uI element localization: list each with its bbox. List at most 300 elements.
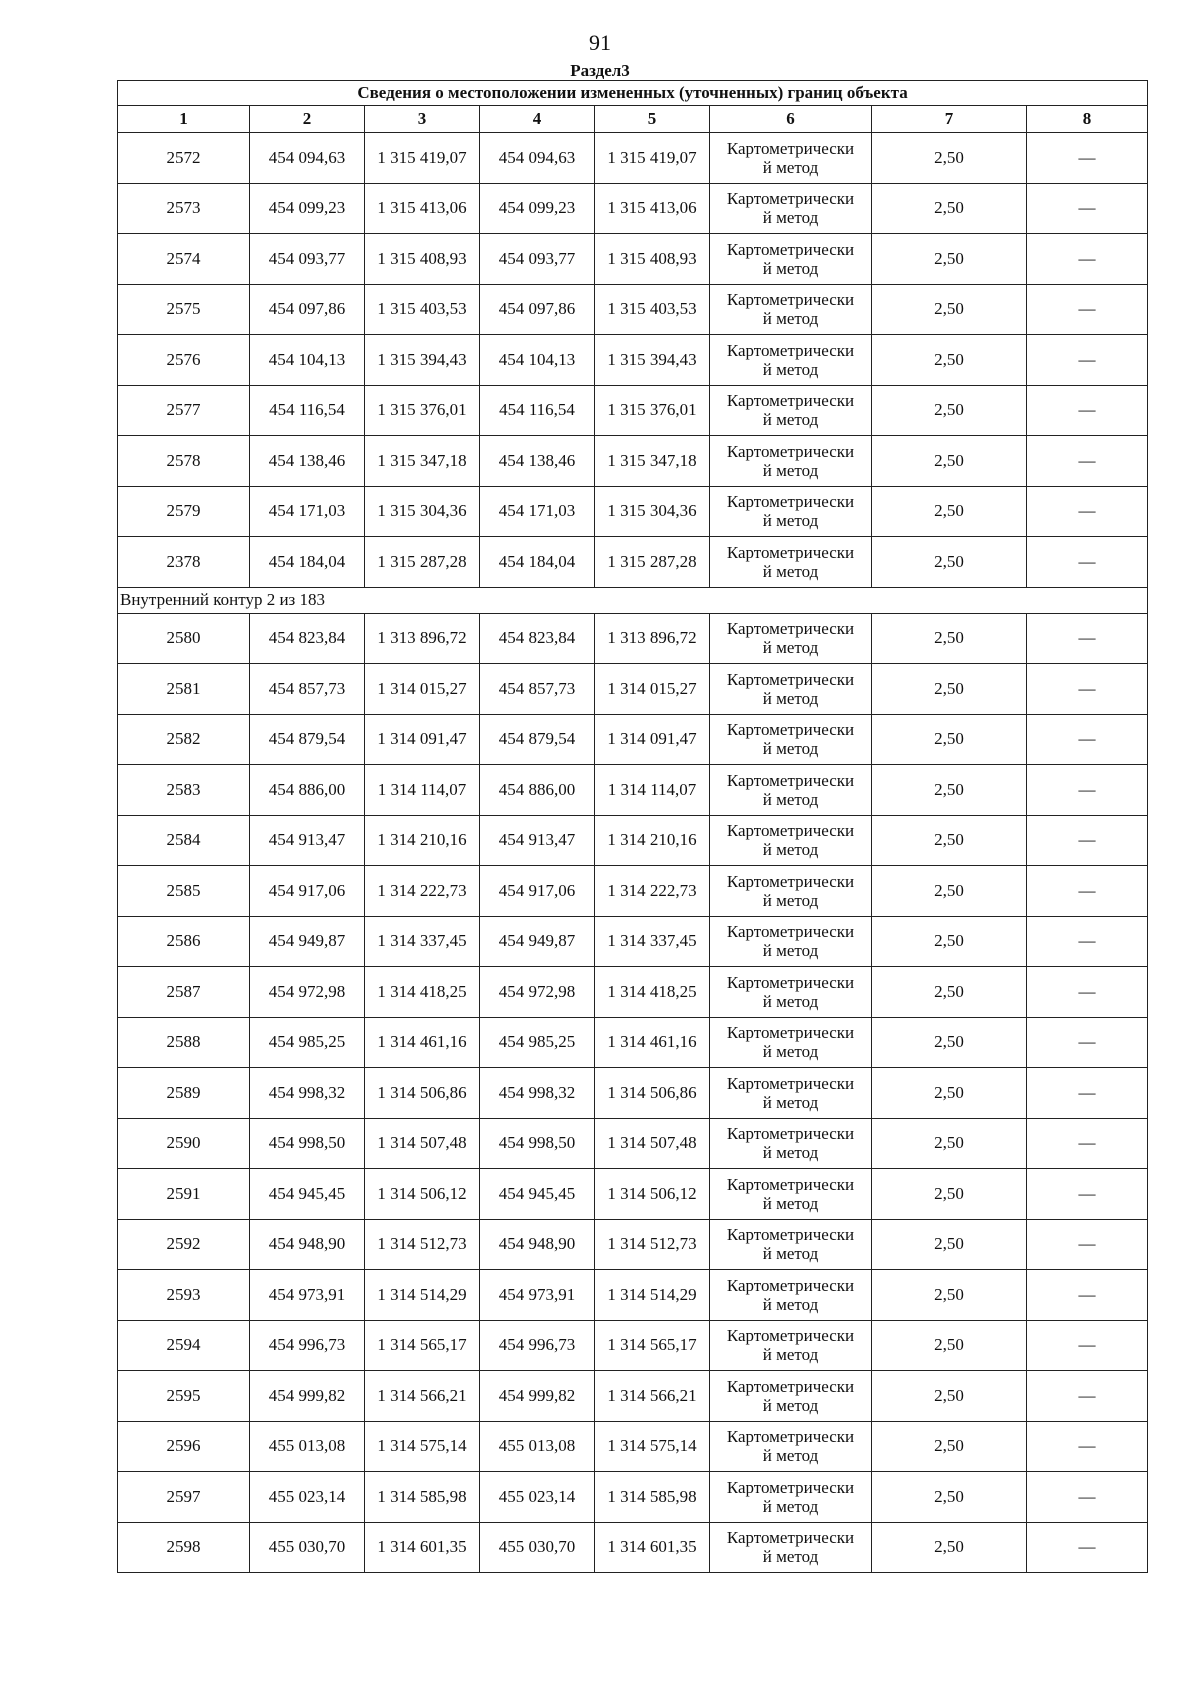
point-number: 2598 (118, 1522, 250, 1573)
precision-cell: 2,50 (872, 714, 1027, 765)
method-cell (710, 765, 872, 816)
precision-cell: 2,50 (872, 1017, 1027, 1068)
method-cell (710, 1371, 872, 1422)
x-coordinate: 454 999,82 (250, 1371, 365, 1422)
method-cell (710, 537, 872, 588)
empty-cell: — (1027, 1068, 1148, 1119)
point-number: 2594 (118, 1320, 250, 1371)
x-coordinate-new: 454 093,77 (480, 234, 595, 285)
method-line: Картометрически (726, 138, 855, 158)
method-line: Картометрически (726, 720, 855, 740)
empty-cell: — (1027, 335, 1148, 386)
method-line: й метод (762, 1547, 819, 1567)
empty-cell: — (1027, 1118, 1148, 1169)
x-coordinate-new: 454 094,63 (480, 133, 595, 184)
method-cell (710, 714, 872, 765)
column-number: 7 (872, 106, 1027, 133)
method-line: Картометрически (726, 1275, 855, 1295)
method-line: Картометрически (726, 871, 855, 891)
y-coordinate: 1 315 376,01 (365, 385, 480, 436)
y-coordinate: 1 314 514,29 (365, 1270, 480, 1321)
x-coordinate-new: 454 999,82 (480, 1371, 595, 1422)
y-coordinate: 1 314 337,45 (365, 916, 480, 967)
method-line: Картометрически (726, 1477, 855, 1497)
y-coordinate-new: 1 314 506,86 (595, 1068, 710, 1119)
table-row (118, 664, 1148, 715)
y-coordinate: 1 314 506,86 (365, 1068, 480, 1119)
method-line: й метод (762, 460, 819, 480)
precision-cell: 2,50 (872, 486, 1027, 537)
method-line: Картометрически (726, 492, 855, 512)
method-line: й метод (762, 157, 819, 177)
table-row (118, 815, 1148, 866)
point-number: 2586 (118, 916, 250, 967)
precision-cell: 2,50 (872, 916, 1027, 967)
point-number: 2576 (118, 335, 250, 386)
table-row (118, 1118, 1148, 1169)
precision-cell: 2,50 (872, 284, 1027, 335)
x-coordinate-new: 454 998,50 (480, 1118, 595, 1169)
empty-cell: — (1027, 133, 1148, 184)
method-line: Картометрически (726, 340, 855, 360)
point-number: 2574 (118, 234, 250, 285)
precision-cell: 2,50 (872, 133, 1027, 184)
point-number: 2596 (118, 1421, 250, 1472)
x-coordinate-new: 454 949,87 (480, 916, 595, 967)
x-coordinate-new: 454 913,47 (480, 815, 595, 866)
precision-cell: 2,50 (872, 335, 1027, 386)
x-coordinate: 454 917,06 (250, 866, 365, 917)
method-line: й метод (762, 1193, 819, 1213)
x-coordinate: 454 945,45 (250, 1169, 365, 1220)
method-cell (710, 335, 872, 386)
y-coordinate: 1 314 507,48 (365, 1118, 480, 1169)
table-row (118, 967, 1148, 1018)
column-numbers-row (118, 106, 1148, 133)
method-cell (710, 133, 872, 184)
y-coordinate: 1 314 461,16 (365, 1017, 480, 1068)
empty-cell: — (1027, 284, 1148, 335)
x-coordinate: 454 823,84 (250, 613, 365, 664)
empty-cell: — (1027, 765, 1148, 816)
table-body-inner-contour (118, 613, 1148, 1573)
method-cell (710, 1270, 872, 1321)
x-coordinate: 454 948,90 (250, 1219, 365, 1270)
y-coordinate: 1 315 403,53 (365, 284, 480, 335)
point-number: 2588 (118, 1017, 250, 1068)
method-line: й метод (762, 258, 819, 278)
x-coordinate-new: 454 857,73 (480, 664, 595, 715)
table-row (118, 1371, 1148, 1422)
table-row (118, 284, 1148, 335)
y-coordinate: 1 314 585,98 (365, 1472, 480, 1523)
method-line: Картометрически (726, 239, 855, 259)
method-cell (710, 1472, 872, 1523)
method-line: й метод (762, 739, 819, 759)
x-coordinate: 454 913,47 (250, 815, 365, 866)
x-coordinate-new: 454 116,54 (480, 385, 595, 436)
x-coordinate: 454 879,54 (250, 714, 365, 765)
y-coordinate-new: 1 314 461,16 (595, 1017, 710, 1068)
point-number: 2579 (118, 486, 250, 537)
y-coordinate: 1 314 575,14 (365, 1421, 480, 1472)
method-line: Картометрически (726, 391, 855, 411)
method-line: Картометрически (726, 1376, 855, 1396)
y-coordinate-new: 1 314 565,17 (595, 1320, 710, 1371)
empty-cell: — (1027, 183, 1148, 234)
x-coordinate: 454 099,23 (250, 183, 365, 234)
method-line: й метод (762, 511, 819, 531)
empty-cell: — (1027, 1421, 1148, 1472)
point-number: 2589 (118, 1068, 250, 1119)
x-coordinate-new: 454 184,04 (480, 537, 595, 588)
y-coordinate: 1 314 114,07 (365, 765, 480, 816)
point-number: 2592 (118, 1219, 250, 1270)
contour-label: Внутренний контур 2 из 183 (118, 587, 1148, 613)
method-line: Картометрически (726, 770, 855, 790)
method-line: Картометрически (726, 972, 855, 992)
empty-cell: — (1027, 1270, 1148, 1321)
table-row (118, 866, 1148, 917)
y-coordinate: 1 314 512,73 (365, 1219, 480, 1270)
column-number: 6 (710, 106, 872, 133)
x-coordinate-new: 454 998,32 (480, 1068, 595, 1119)
x-coordinate-new: 454 104,13 (480, 335, 595, 386)
table-row (118, 537, 1148, 588)
method-line: й метод (762, 1092, 819, 1112)
point-number: 2581 (118, 664, 250, 715)
x-coordinate: 454 996,73 (250, 1320, 365, 1371)
method-cell (710, 385, 872, 436)
empty-cell: — (1027, 1320, 1148, 1371)
method-cell (710, 234, 872, 285)
table-caption-row (118, 81, 1148, 106)
method-line: Картометрически (726, 1174, 855, 1194)
empty-cell: — (1027, 486, 1148, 537)
point-number: 2573 (118, 183, 250, 234)
y-coordinate-new: 1 314 512,73 (595, 1219, 710, 1270)
x-coordinate: 454 093,77 (250, 234, 365, 285)
method-line: й метод (762, 1294, 819, 1314)
x-coordinate: 454 857,73 (250, 664, 365, 715)
empty-cell: — (1027, 714, 1148, 765)
method-line: Картометрически (726, 669, 855, 689)
point-number: 2578 (118, 436, 250, 487)
y-coordinate-new: 1 314 507,48 (595, 1118, 710, 1169)
y-coordinate-new: 1 315 403,53 (595, 284, 710, 335)
y-coordinate-new: 1 315 304,36 (595, 486, 710, 537)
empty-cell: — (1027, 1017, 1148, 1068)
x-coordinate: 454 886,00 (250, 765, 365, 816)
x-coordinate-new: 454 099,23 (480, 183, 595, 234)
precision-cell: 2,50 (872, 664, 1027, 715)
precision-cell: 2,50 (872, 183, 1027, 234)
x-coordinate-new: 454 973,91 (480, 1270, 595, 1321)
table-row (118, 1522, 1148, 1573)
x-coordinate: 454 094,63 (250, 133, 365, 184)
y-coordinate-new: 1 314 514,29 (595, 1270, 710, 1321)
column-number: 8 (1027, 106, 1148, 133)
x-coordinate-new: 454 996,73 (480, 1320, 595, 1371)
y-coordinate: 1 314 601,35 (365, 1522, 480, 1573)
precision-cell: 2,50 (872, 1219, 1027, 1270)
method-cell (710, 664, 872, 715)
y-coordinate: 1 314 210,16 (365, 815, 480, 866)
y-coordinate-new: 1 315 376,01 (595, 385, 710, 436)
empty-cell: — (1027, 866, 1148, 917)
point-number: 2584 (118, 815, 250, 866)
x-coordinate-new: 454 948,90 (480, 1219, 595, 1270)
table-row (118, 1270, 1148, 1321)
method-line: Картометрически (726, 821, 855, 841)
empty-cell: — (1027, 967, 1148, 1018)
method-line: й метод (762, 561, 819, 581)
method-cell (710, 1118, 872, 1169)
point-number: 2580 (118, 613, 250, 664)
table-row (118, 436, 1148, 487)
y-coordinate-new: 1 314 015,27 (595, 664, 710, 715)
table-row (118, 1017, 1148, 1068)
empty-cell: — (1027, 537, 1148, 588)
y-coordinate-new: 1 314 506,12 (595, 1169, 710, 1220)
x-coordinate-new: 454 097,86 (480, 284, 595, 335)
table-row (118, 765, 1148, 816)
y-coordinate: 1 315 394,43 (365, 335, 480, 386)
empty-cell: — (1027, 613, 1148, 664)
x-coordinate: 454 998,50 (250, 1118, 365, 1169)
method-line: й метод (762, 309, 819, 329)
x-coordinate: 454 998,32 (250, 1068, 365, 1119)
method-cell (710, 183, 872, 234)
section-title: Раздел3 (570, 61, 630, 80)
precision-cell: 2,50 (872, 1169, 1027, 1220)
y-coordinate: 1 314 566,21 (365, 1371, 480, 1422)
precision-cell: 2,50 (872, 1320, 1027, 1371)
x-coordinate: 454 104,13 (250, 335, 365, 386)
x-coordinate-new: 454 886,00 (480, 765, 595, 816)
x-coordinate: 454 097,86 (250, 284, 365, 335)
x-coordinate-new: 454 985,25 (480, 1017, 595, 1068)
method-cell (710, 1219, 872, 1270)
x-coordinate: 454 184,04 (250, 537, 365, 588)
table-row (118, 1472, 1148, 1523)
method-line: й метод (762, 1345, 819, 1365)
column-number: 5 (595, 106, 710, 133)
method-line: Картометрически (726, 1528, 855, 1548)
method-line: й метод (762, 1143, 819, 1163)
precision-cell: 2,50 (872, 765, 1027, 816)
y-coordinate-new: 1 314 575,14 (595, 1421, 710, 1472)
method-cell (710, 815, 872, 866)
y-coordinate-new: 1 315 408,93 (595, 234, 710, 285)
method-line: Картометрически (726, 922, 855, 942)
precision-cell: 2,50 (872, 1371, 1027, 1422)
column-number: 4 (480, 106, 595, 133)
y-coordinate-new: 1 314 418,25 (595, 967, 710, 1018)
table-row (118, 1219, 1148, 1270)
empty-cell: — (1027, 1522, 1148, 1573)
point-number: 2590 (118, 1118, 250, 1169)
method-line: Картометрически (726, 1124, 855, 1144)
empty-cell: — (1027, 1219, 1148, 1270)
precision-cell: 2,50 (872, 1472, 1027, 1523)
method-line: Картометрически (726, 542, 855, 562)
precision-cell: 2,50 (872, 613, 1027, 664)
point-number: 2595 (118, 1371, 250, 1422)
y-coordinate-new: 1 314 566,21 (595, 1371, 710, 1422)
method-line: й метод (762, 789, 819, 809)
y-coordinate-new: 1 314 337,45 (595, 916, 710, 967)
y-coordinate-new: 1 314 585,98 (595, 1472, 710, 1523)
y-coordinate: 1 313 896,72 (365, 613, 480, 664)
precision-cell: 2,50 (872, 1421, 1027, 1472)
empty-cell: — (1027, 1371, 1148, 1422)
x-coordinate-new: 454 972,98 (480, 967, 595, 1018)
empty-cell: — (1027, 815, 1148, 866)
y-coordinate-new: 1 315 347,18 (595, 436, 710, 487)
method-line: Картометрически (726, 1427, 855, 1447)
method-line: й метод (762, 1244, 819, 1264)
precision-cell: 2,50 (872, 1068, 1027, 1119)
y-coordinate: 1 315 304,36 (365, 486, 480, 537)
method-line: Картометрически (726, 1073, 855, 1093)
table-row (118, 385, 1148, 436)
contour-label-row (118, 587, 1148, 613)
precision-cell: 2,50 (872, 1118, 1027, 1169)
method-line: Картометрически (726, 619, 855, 639)
point-number: 2572 (118, 133, 250, 184)
point-number: 2591 (118, 1169, 250, 1220)
method-cell (710, 613, 872, 664)
table-title: Сведения о местоположении измененных (уточненных) границ объекта (118, 81, 1148, 106)
y-coordinate: 1 315 419,07 (365, 133, 480, 184)
y-coordinate: 1 314 565,17 (365, 1320, 480, 1371)
x-coordinate: 454 171,03 (250, 486, 365, 537)
method-line: й метод (762, 840, 819, 860)
table-row (118, 1421, 1148, 1472)
x-coordinate-new: 455 013,08 (480, 1421, 595, 1472)
x-coordinate-new: 455 023,14 (480, 1472, 595, 1523)
table-row (118, 1169, 1148, 1220)
y-coordinate: 1 315 287,28 (365, 537, 480, 588)
method-cell (710, 967, 872, 1018)
coordinates-table (117, 80, 1148, 1573)
precision-cell: 2,50 (872, 815, 1027, 866)
method-cell (710, 436, 872, 487)
empty-cell: — (1027, 1472, 1148, 1523)
precision-cell: 2,50 (872, 436, 1027, 487)
method-cell (710, 284, 872, 335)
y-coordinate: 1 315 413,06 (365, 183, 480, 234)
table-row (118, 133, 1148, 184)
method-line: Картометрически (726, 1023, 855, 1043)
method-line: й метод (762, 410, 819, 430)
precision-cell: 2,50 (872, 234, 1027, 285)
y-coordinate: 1 314 222,73 (365, 866, 480, 917)
x-coordinate-new: 454 945,45 (480, 1169, 595, 1220)
method-line: й метод (762, 688, 819, 708)
point-number: 2587 (118, 967, 250, 1018)
method-line: й метод (762, 1446, 819, 1466)
y-coordinate: 1 314 091,47 (365, 714, 480, 765)
method-line: й метод (762, 890, 819, 910)
table-row (118, 234, 1148, 285)
method-cell (710, 866, 872, 917)
method-cell (710, 1421, 872, 1472)
point-number: 2593 (118, 1270, 250, 1321)
x-coordinate-new: 454 171,03 (480, 486, 595, 537)
table-row (118, 1320, 1148, 1371)
method-line: й метод (762, 1042, 819, 1062)
precision-cell: 2,50 (872, 967, 1027, 1018)
method-line: й метод (762, 941, 819, 961)
empty-cell: — (1027, 916, 1148, 967)
point-number: 2378 (118, 537, 250, 588)
x-coordinate: 455 013,08 (250, 1421, 365, 1472)
x-coordinate: 454 138,46 (250, 436, 365, 487)
table-row (118, 714, 1148, 765)
y-coordinate: 1 314 418,25 (365, 967, 480, 1018)
y-coordinate-new: 1 314 601,35 (595, 1522, 710, 1573)
y-coordinate-new: 1 315 394,43 (595, 335, 710, 386)
x-coordinate: 454 973,91 (250, 1270, 365, 1321)
table-row (118, 335, 1148, 386)
y-coordinate: 1 315 347,18 (365, 436, 480, 487)
method-cell (710, 1522, 872, 1573)
y-coordinate-new: 1 313 896,72 (595, 613, 710, 664)
method-line: Картометрически (726, 1326, 855, 1346)
point-number: 2597 (118, 1472, 250, 1523)
y-coordinate: 1 314 506,12 (365, 1169, 480, 1220)
empty-cell: — (1027, 436, 1148, 487)
table-row (118, 183, 1148, 234)
method-cell (710, 1169, 872, 1220)
precision-cell: 2,50 (872, 537, 1027, 588)
x-coordinate: 454 949,87 (250, 916, 365, 967)
x-coordinate: 455 023,14 (250, 1472, 365, 1523)
method-line: Картометрически (726, 1225, 855, 1245)
column-number: 1 (118, 106, 250, 133)
point-number: 2583 (118, 765, 250, 816)
y-coordinate-new: 1 314 091,47 (595, 714, 710, 765)
y-coordinate-new: 1 314 114,07 (595, 765, 710, 816)
method-line: й метод (762, 208, 819, 228)
page-number: 91 (589, 30, 611, 55)
precision-cell: 2,50 (872, 1522, 1027, 1573)
method-line: Картометрически (726, 290, 855, 310)
y-coordinate-new: 1 315 419,07 (595, 133, 710, 184)
table-body-outer-contour (118, 133, 1148, 588)
method-line: й метод (762, 1395, 819, 1415)
column-number: 3 (365, 106, 480, 133)
y-coordinate-new: 1 315 413,06 (595, 183, 710, 234)
precision-cell: 2,50 (872, 866, 1027, 917)
method-cell (710, 486, 872, 537)
method-line: й метод (762, 359, 819, 379)
point-number: 2575 (118, 284, 250, 335)
y-coordinate-new: 1 315 287,28 (595, 537, 710, 588)
method-cell (710, 916, 872, 967)
y-coordinate: 1 314 015,27 (365, 664, 480, 715)
method-cell (710, 1320, 872, 1371)
x-coordinate-new: 455 030,70 (480, 1522, 595, 1573)
point-number: 2585 (118, 866, 250, 917)
y-coordinate-new: 1 314 222,73 (595, 866, 710, 917)
x-coordinate-new: 454 917,06 (480, 866, 595, 917)
precision-cell: 2,50 (872, 1270, 1027, 1321)
x-coordinate: 455 030,70 (250, 1522, 365, 1573)
empty-cell: — (1027, 1169, 1148, 1220)
